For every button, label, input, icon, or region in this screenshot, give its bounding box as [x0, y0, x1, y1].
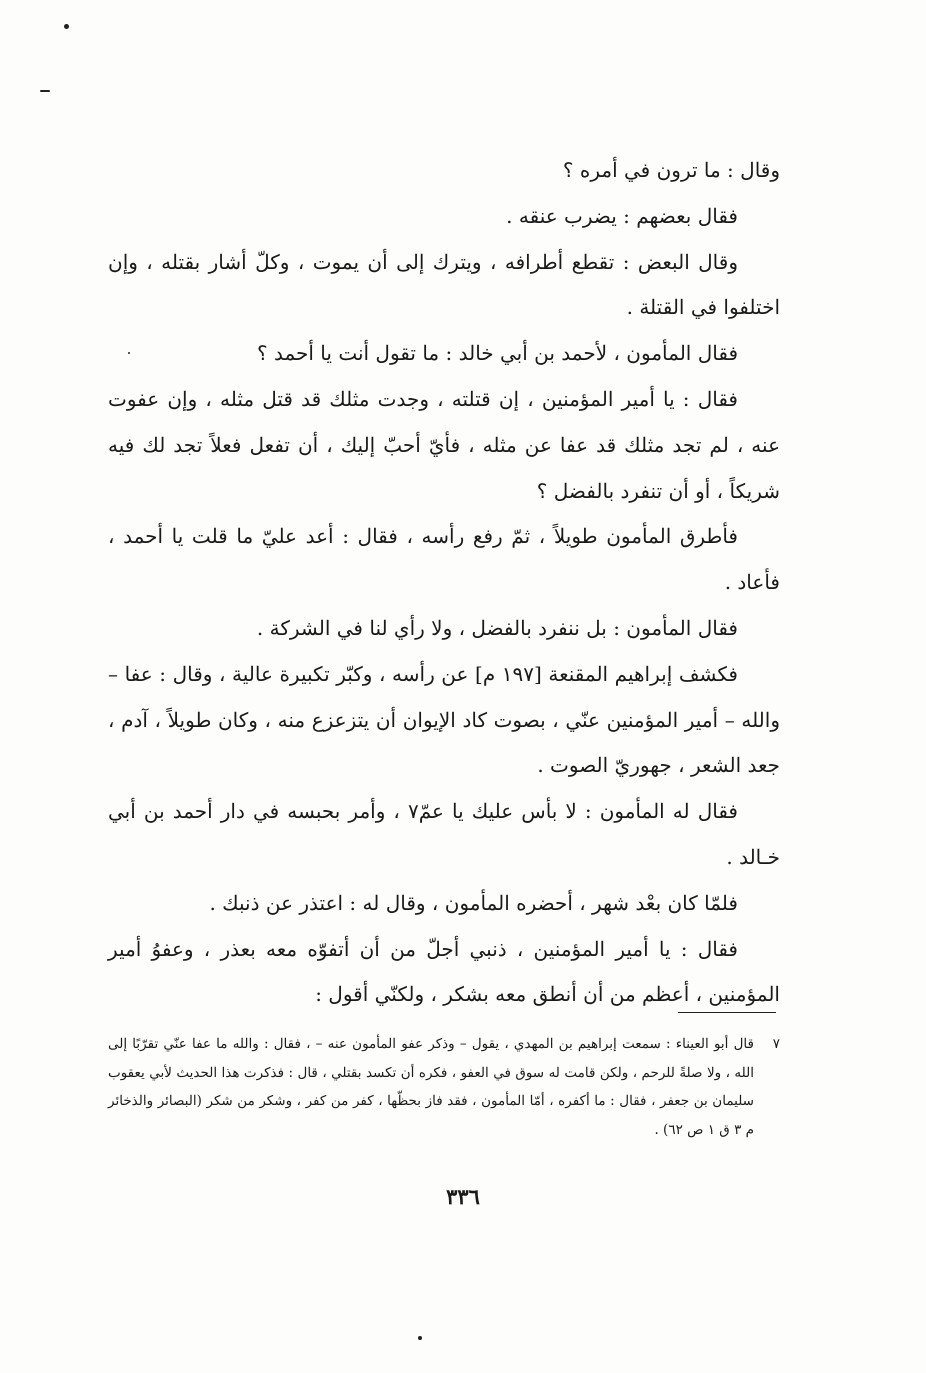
paragraph: فقال المأمون : بل ننفرد بالفضل ، ولا رأي لنا في الشركة .	[256, 615, 738, 640]
footnote	[108, 1030, 780, 1144]
footnotes	[108, 1030, 780, 1144]
paragraph: فقال : يا أمير المؤمنين ، ذنبي أجلّ من أن أتفوّه معه بعذر ، وعفوُ أمير المؤمنين ، أعظم من أن أنطق معه بشكر ، ولكنّي أقول :	[108, 936, 780, 1007]
footnote-number: ٧	[772, 1036, 780, 1052]
paragraph: فقال : يا أمير المؤمنين ، إن قتلته ، وجدت مثلك قد قتل مثله ، وإن عفوت عنه ، لم تجد مثلك قد عفا عن مثله ، فأيّ أحبّ إليك ، أن تفعل فعلاً تجد لك فيه شريكاً ، أو أن تنفرد بالفضل ؟	[108, 386, 780, 503]
main-text	[108, 148, 780, 1018]
paragraph: فكشف إبراهيم المقنعة [١٩٧ م] عن رأسه ، وكبّر تكبيرة عالية ، وقال : عفا – والله – أمير المؤمنين عنّي ، بصوت كاد الإيوان أن يتزعزع منه ، وكان طويلاً ، آدم ، جعد الشعر ، جهوريّ الصوت .	[108, 661, 780, 778]
paragraph: وقال البعض : تقطع أطرافه ، ويترك إلى أن يموت ، وكلّ أشار بقتله ، وإن اختلفوا في القتلة .	[108, 249, 780, 320]
paragraph: وقال : ما ترون في أمره ؟	[562, 158, 780, 182]
paragraph: فلمّا كان بعْد شهر ، أحضره المأمون ، وقال له : اعتذر عن ذنبك .	[209, 890, 738, 915]
footnote-text: قال أبو العيناء : سمعت إبراهيم بن المهدي ، يقول – وذكر عفو المأمون عنه – ، فقال : والله ما عفا عنّي تقرّبًا إلى الله ، ولا صلةً للرحم ، ولكن قامت له سوق في العفو ، فكره أن تكسد بقتلي ، قال : فذكرت هذا الحديث لأبي يعقوب سليمان بن جعفر ، فقال : ما أكفره ، أمّا المأمون ، فقد فاز بحظّها ، كفر من كفر ، وشكر من شكر (البصائر والذخائر م ٣ ق ١ ص ٦٢) .	[108, 1036, 754, 1138]
paragraph: فأطرق المأمون طويلاً ، ثمّ رفع رأسه ، فقال : أعد عليّ ما قلت يا أحمد ، فأعاد .	[108, 524, 780, 595]
scan-speck	[418, 1336, 422, 1340]
paragraph: فقال المأمون ، لأحمد بن أبي خالد : ما تقول أنت يا أحمد ؟	[256, 341, 738, 366]
scan-speck	[64, 24, 69, 29]
footnote-divider	[678, 1012, 776, 1013]
paragraph: فقال بعضهم : يضرب عنقه .	[506, 203, 738, 228]
paragraph: فقال له المأمون : لا بأس عليك يا عمّ٧ ، وأمر بحبسه في دار أحمد بن أبي خـالد .	[108, 799, 780, 869]
page-number: ٣٣٦	[446, 1184, 480, 1209]
scan-speck	[40, 90, 50, 92]
